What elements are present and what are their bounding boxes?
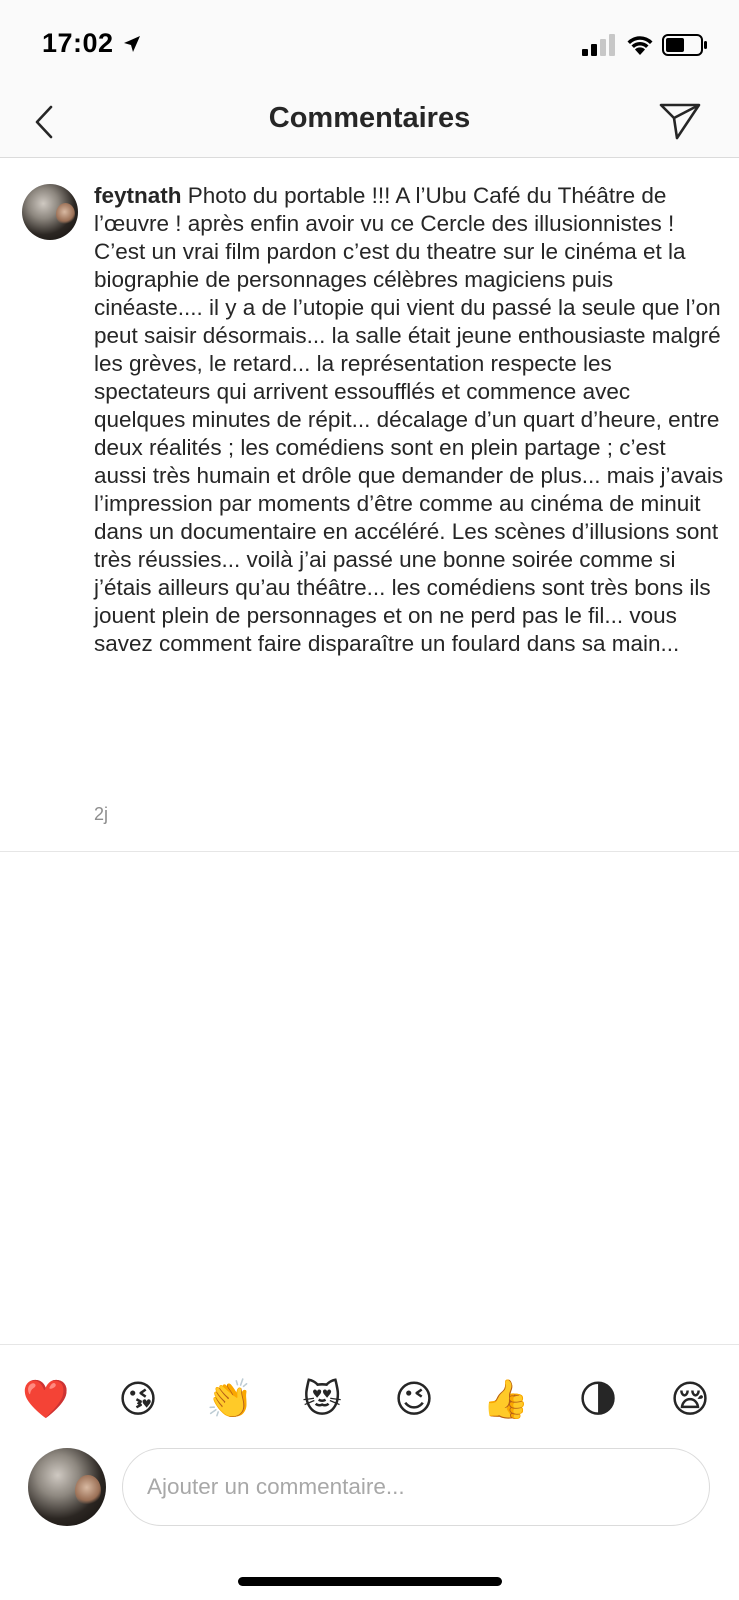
comment-text: Photo du portable !!! A l’Ubu Café du Théâtre de l’œuvre ! après enfin avoir vu ce Cercle des illusionnistes ! C’est un vrai film pardon c’est du theatre sur le cinéma et la biographie de personnages célèbres magiciens puis cinéaste.... il y a de l’utopie qui vient du passé la seule que l’on peut saisir désormais... la salle était jeune enthousiaste malgré les grèves, le retard... la représentation respecte les spectateurs qui arrivent essoufflés et commence avec quelques minutes de répit... décalage d’un quart d’heure, entre deux réalités ; les comédiens sont en plein partage ; c’est aussi très humain et drôle que demander de plus... mais j’avais l’impression par moments d’être comme au cinéma de minuit dans un documentaire en accéléré. Les scènes d’illusions sont très réussies... voilà j’ai passé une bonne soirée comme si j’étais ailleurs qu’au théâtre... les comédiens sont très bons ils jouent plein de personnages et on ne perd pas le fil... vous savez comment faire disparaître un foulard dans sa main... (94, 183, 724, 656)
location-arrow-icon (122, 34, 142, 54)
share-button[interactable] (656, 98, 704, 144)
status-bar (0, 0, 739, 88)
thumbs-up-emoji-button[interactable]: 👍 (482, 1377, 530, 1421)
comment-timestamp: 2j (94, 804, 109, 824)
sleepy-emoji-button[interactable]: 😪 (670, 1377, 710, 1421)
cellular-signal-icon (582, 34, 618, 56)
heart-emoji-button[interactable]: ❤️ (22, 1377, 70, 1421)
battery-icon (662, 34, 708, 56)
kiss-emoji-button[interactable]: 😘 (118, 1377, 158, 1421)
emoji-bar (0, 1344, 739, 1448)
home-indicator[interactable] (238, 1577, 502, 1586)
comment-username[interactable]: feytnath (94, 183, 182, 208)
status-time: 17:02 (42, 28, 114, 58)
nav-bar (0, 88, 739, 158)
paper-plane-icon (659, 102, 701, 140)
page-title: Commentaires (268, 102, 471, 134)
comment-body (94, 182, 724, 658)
avatar (28, 1448, 106, 1526)
wink-emoji-button[interactable]: 😉 (394, 1377, 434, 1421)
clap-emoji-button[interactable]: 👏 (206, 1377, 254, 1421)
heart-eyes-cat-emoji-button[interactable]: 😻 (302, 1377, 342, 1421)
comment-input-row (0, 1448, 739, 1538)
wifi-icon (625, 32, 655, 56)
avatar[interactable] (22, 184, 78, 240)
comment-item (0, 158, 739, 852)
comment-input[interactable] (122, 1448, 710, 1526)
moon-emoji-button[interactable]: 🌗 (578, 1377, 618, 1421)
